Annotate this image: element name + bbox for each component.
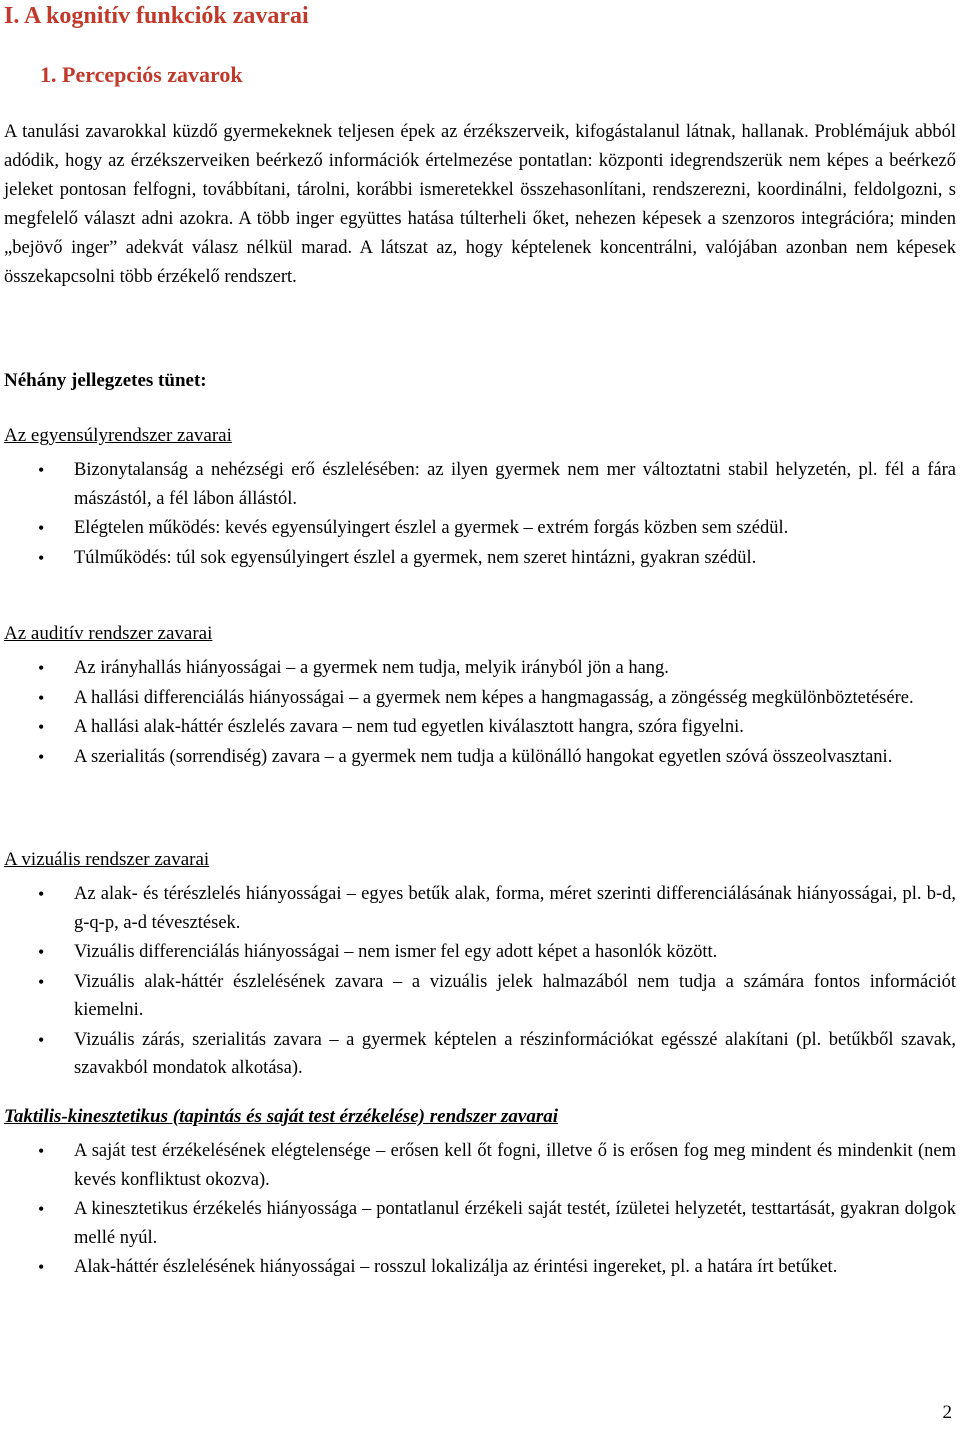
section-auditory bbox=[4, 620, 956, 772]
bullet-list bbox=[4, 880, 956, 1083]
list-item: • Alak-háttér észlelésének hiányosságai – rosszul lokalizálja az érintési ingereket, pl. a határa írt betűket. bbox=[4, 1253, 956, 1282]
list-item: • A szerialitás (sorrendiség) zavara – a gyermek nem tudja a különálló hangokat egyetlen szóvá összeolvasztani. bbox=[4, 743, 956, 772]
section-title: A vizuális rendszer zavarai bbox=[4, 849, 210, 870]
list-item: • Elégtelen működés: kevés egyensúlyingert észlel a gyermek – extrém forgás közben sem szédül. bbox=[4, 514, 956, 543]
list-item: • Az alak- és térészlelés hiányosságai – egyes betűk alak, forma, méret szerinti differenciálásának hiányosságai, pl. b-d, g-q-p, a-d tévesztések. bbox=[4, 880, 956, 937]
list-item: • Vizuális zárás, szerialitás zavara – a gyermek képtelen a részinformációkat egésszé alakítani (pl. betűkből szavak, szavakból mondatok alkotása). bbox=[4, 1026, 956, 1083]
section-title: Az egyensúlyrendszer zavarai bbox=[4, 425, 232, 446]
bullet-icon: • bbox=[38, 942, 45, 962]
list-item: • Vizuális alak-háttér észlelésének zavara – a vizuális jelek halmazából nem tudja a számára fontos információt kiemelni. bbox=[4, 968, 956, 1025]
list-item: • A hallási alak-háttér észlelés zavara – nem tud egyetlen kiválasztott hangra, szóra figyelni. bbox=[4, 713, 956, 742]
section-balance bbox=[4, 422, 956, 573]
list-item: • Az irányhallás hiányosságai – a gyermek nem tudja, melyik irányból jön a hang. bbox=[4, 654, 956, 683]
bullet-icon: • bbox=[38, 658, 45, 678]
section-tactile bbox=[4, 1103, 956, 1283]
bullet-icon: • bbox=[38, 1257, 45, 1277]
list-item: • A kinesztetikus érzékelés hiányossága – pontatlanul érzékeli saját testét, ízületei helyzetét, testtartását, gyakran dolgok mellé nyúl. bbox=[4, 1195, 956, 1252]
bullet-icon: • bbox=[38, 1141, 45, 1161]
bullet-icon: • bbox=[38, 884, 45, 904]
bullet-icon: • bbox=[38, 460, 45, 480]
intro-paragraph: A tanulási zavarokkal küzdő gyermekeknek teljesen épek az érzékszerveik, kifogástalanul látnak, hallanak. Problémájuk abból adódik, hogy az érzékszerveiken beérkező információk értelmezése pontatlan: központi idegrendszerük nem képes a beérkező jeleket pontosan felfogni, továbbítani, tárolni, korábbi ismeretekkel összehasonlítani, rendszerezni, koordinálni, feldolgozni, s megfelelő választ adni azokra. A több inger együttes hatása túlterheli őket, nehezen képesek a szenzoros integrációra; minden „bejövő inger” adekvát válasz nélkül marad. A látszat az, hogy képtelenek koncentrálni, valójában azonban nem képesek összekapcsolni több érzékelő rendszert. bbox=[4, 122, 956, 287]
symptoms-lead: Néhány jellegzetes tünet: bbox=[4, 370, 207, 391]
bullet-icon: • bbox=[38, 717, 45, 737]
bullet-icon: • bbox=[38, 1199, 45, 1219]
chapter-heading: I. A kognitív funkciók zavarai bbox=[4, 3, 309, 29]
page-number: 2 bbox=[942, 1402, 952, 1423]
bullet-icon: • bbox=[38, 518, 45, 538]
bullet-icon: • bbox=[38, 547, 45, 568]
list-item: • Túlműködés: túl sok egyensúlyingert észlel a gyermek, nem szeret hintázni, gyakran szédül. bbox=[4, 544, 956, 573]
bullet-list bbox=[4, 654, 956, 771]
section-heading: 1. Percepciós zavarok bbox=[40, 62, 243, 87]
list-item: • Bizonytalanság a nehézségi erő észlelésében: az ilyen gyermek nem mer változtatni stabil helyzetén, pl. fél a fára mászástól, a fél lábon állástól. bbox=[4, 456, 956, 513]
section-title: Az auditív rendszer zavarai bbox=[4, 623, 213, 644]
list-item: • A hallási differenciálás hiányosságai – a gyermek nem képes a hangmagasság, a zöngésség megkülönböztetésére. bbox=[4, 684, 956, 713]
bullet-icon: • bbox=[38, 1029, 45, 1050]
bullet-icon: • bbox=[38, 687, 45, 708]
list-item: • Vizuális differenciálás hiányosságai – nem ismer fel egy adott képet a hasonlók között. bbox=[4, 938, 956, 967]
section-title: Taktilis-kinesztetikus (tapintás és saját test érzékelése) rendszer zavarai bbox=[4, 1106, 558, 1127]
bullet-list bbox=[4, 456, 956, 572]
bullet-icon: • bbox=[38, 971, 45, 992]
bullet-list bbox=[4, 1137, 956, 1282]
section-visual bbox=[4, 846, 956, 1084]
bullet-icon: • bbox=[38, 746, 45, 767]
list-item: • A saját test érzékelésének elégtelensége – erősen kell őt fogni, illetve ő is erősen fog meg mindent és mindenkit (nem kevés konfliktust okozva). bbox=[4, 1137, 956, 1194]
